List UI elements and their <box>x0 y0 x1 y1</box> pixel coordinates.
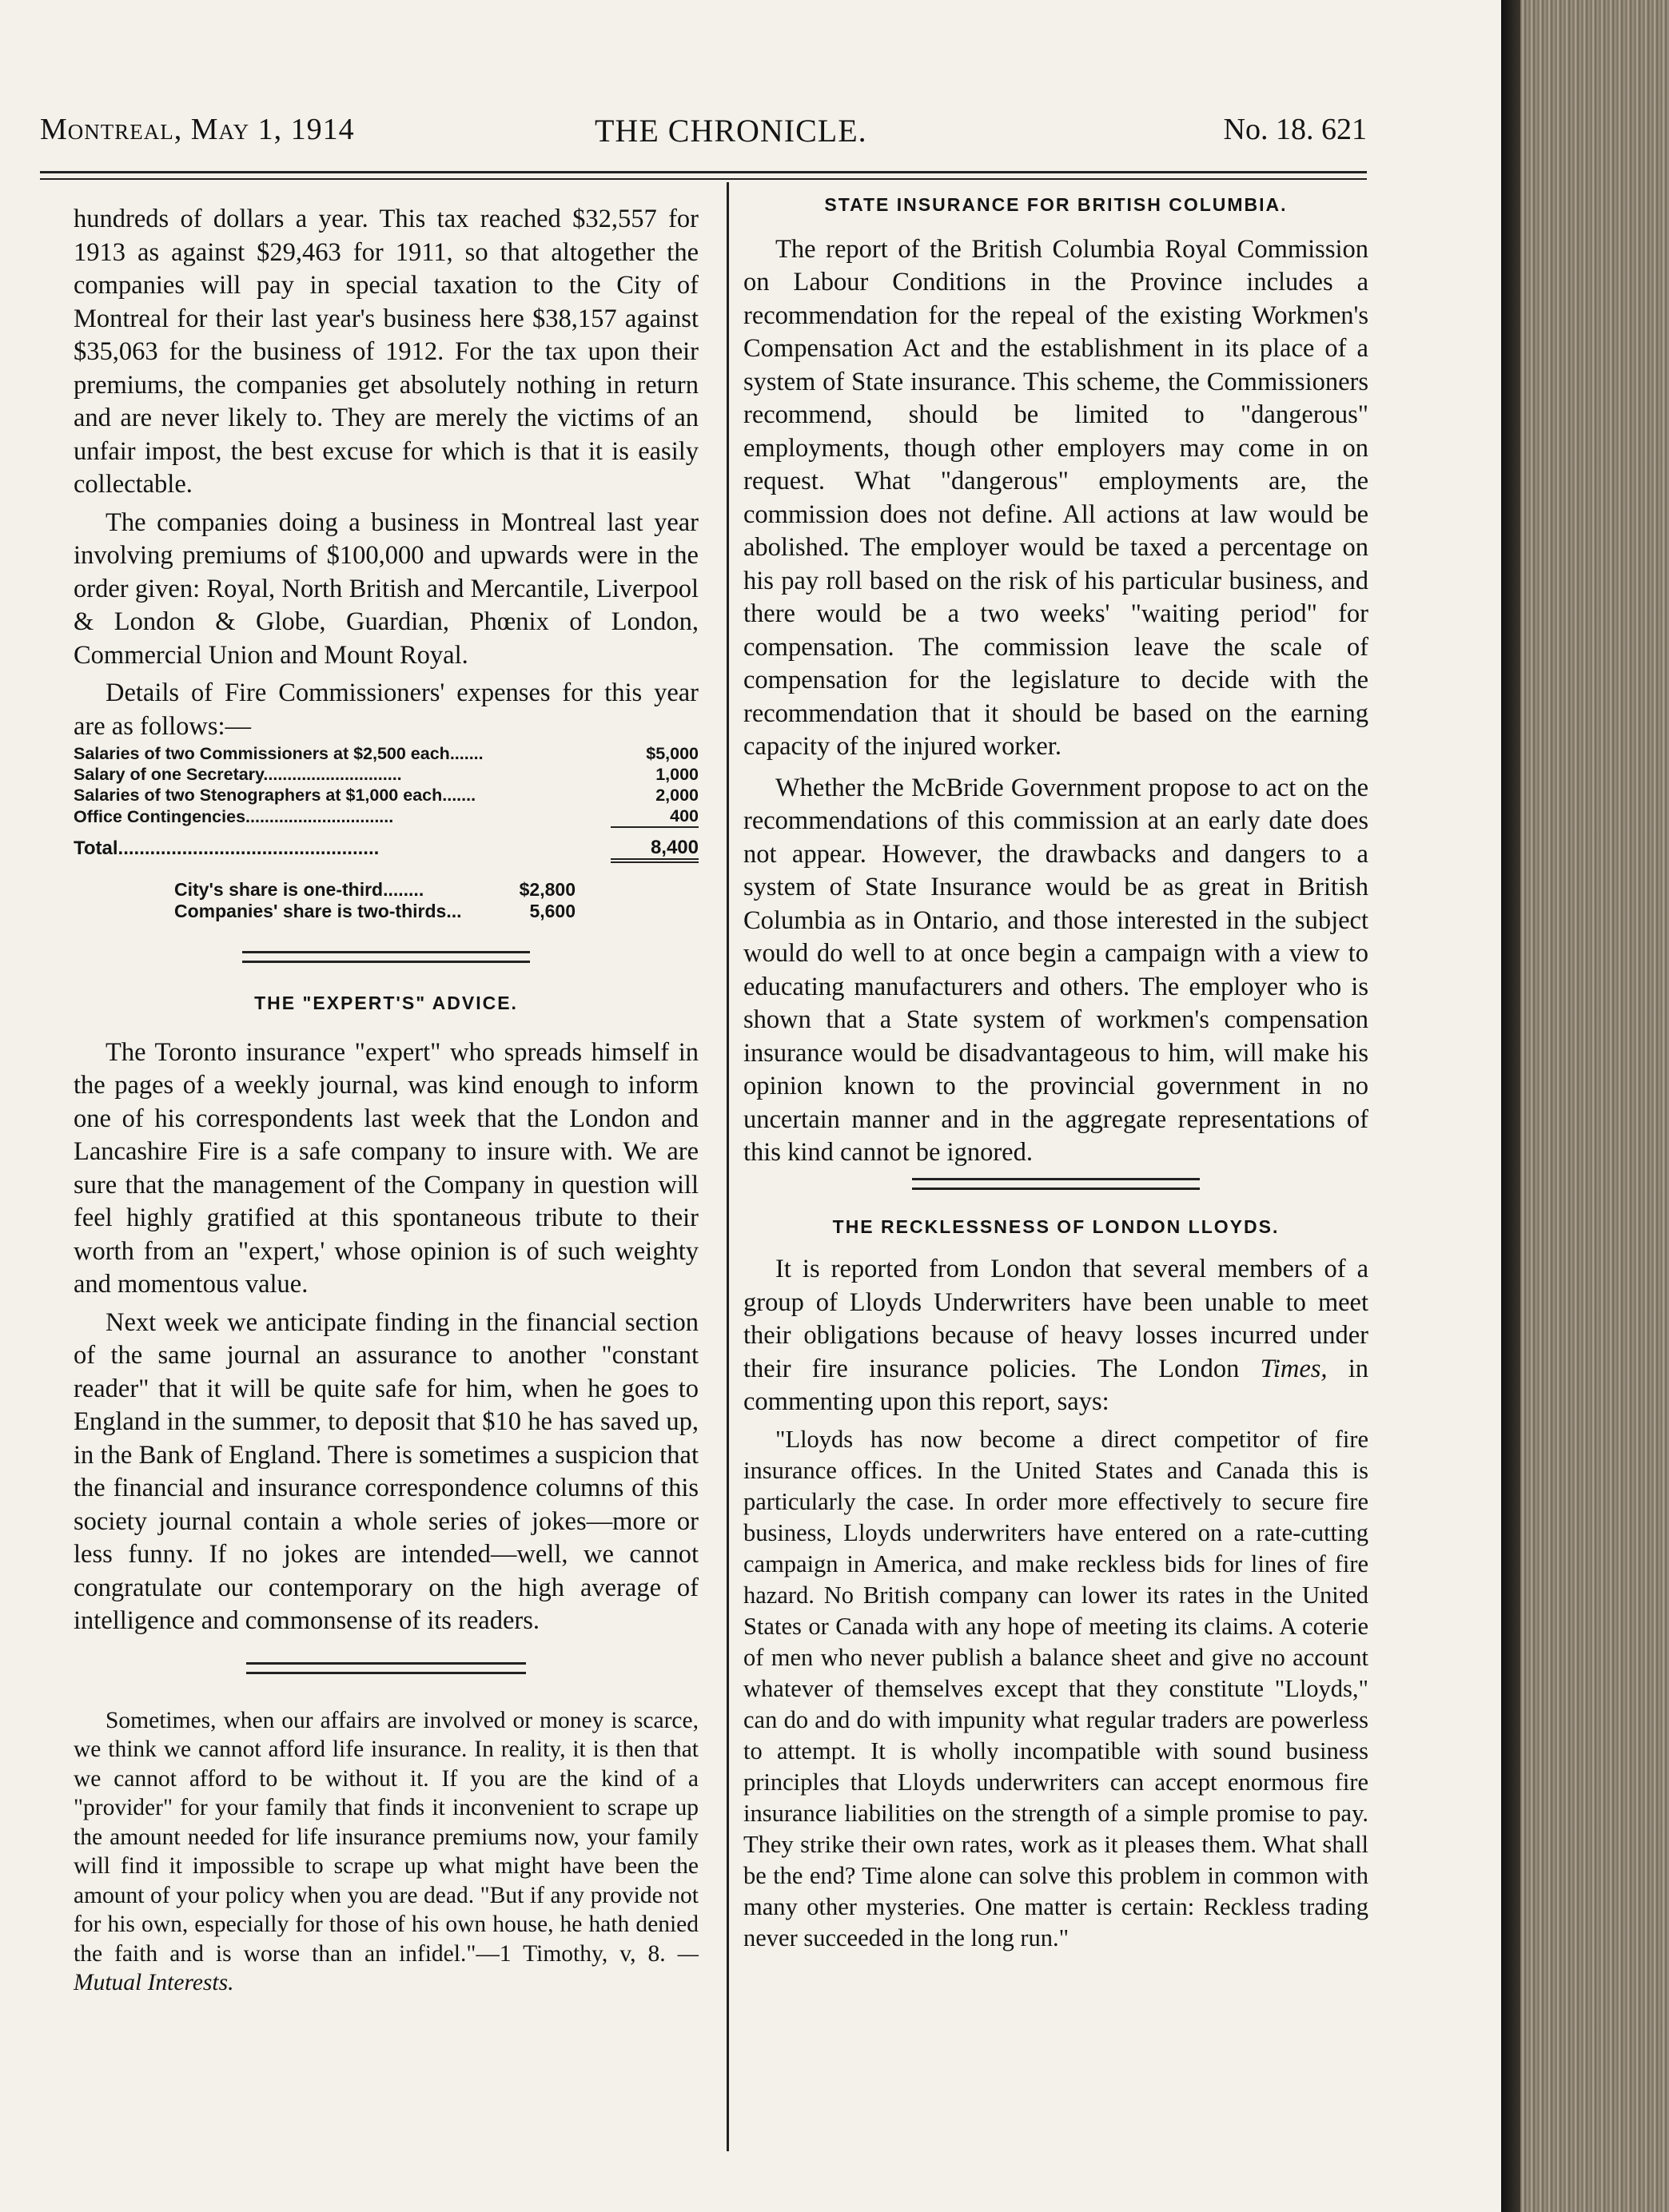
article-paragraph: The report of the British Columbia Royal Commission on Labour Conditions in the Province includes a recommendation for the repeal of the existing Workmen's Compensation Act and the establishment in its place of a system of State insurance. This scheme, the Commissioners recommend, should be limited to "dangerous" employments, though other employers may come in on request. What "dangerous" employments are, the commission does not define. All actions at law would be abolished. The employer would be taxed a percentage on his pay roll based on the risk of his particular business, and there would be a two weeks' "waiting period" for compensation. The commission leave the scale of compensation for the legislature to decide with the recommendation that it should be based on the earning capacity of the injured worker. <box>743 234 1368 761</box>
article-paragraph: Next week we anticipate finding in the financial section of the same journal an assurance to another "constant reader" that it will be quite safe for him, when he goes to England in the summer, to deposit that $10 he has saved up, in the Bank of England. There is sometimes a suspicion that the financial and insurance correspondence columns of this society journal contain a whole series of jokes—more or less funny. If no jokes are intended—well, we cannot congratulate our contemporary on the high average of intelligence and commonsense of its readers. <box>74 1307 699 1635</box>
article-paragraph: Whether the McBride Government propose to act on the recommendations of this commission at an early date does not appear. However, the drawbacks and dangers to a system of State Insurance would be as great in British Columbia as in Ontario, and those interested in the subject would do well to at once begin a campaign with a view to educating manufacturers and others. The employer who is shown that a State system of workmen's compensation insurance would be disadvantageous to him, will make his opinion known to the provincial government in no uncertain manner and in the aggregate representations of this kind cannot be ignored. <box>743 773 1368 1167</box>
table-total-row <box>74 827 699 861</box>
section-divider <box>246 1662 526 1674</box>
section-divider <box>242 951 530 963</box>
share-amount: 5,600 <box>529 901 576 921</box>
total-amount: 8,400 <box>611 827 699 861</box>
filler-paragraph <box>74 1706 699 1998</box>
expenses-table <box>74 743 699 863</box>
expense-label: Salaries of two Stenographers at $1,000 each....... <box>74 786 476 805</box>
header-rule-thin <box>40 178 1367 180</box>
header-issue-page: No. 18. 621 <box>1223 113 1367 146</box>
expense-amount: 2,000 <box>655 786 699 805</box>
expense-amount: 400 <box>611 806 699 827</box>
expense-label: Office Contingencies............................... <box>74 806 394 826</box>
article-paragraph <box>743 1253 1368 1419</box>
header-publication-title: THE CHRONICLE. <box>595 113 867 149</box>
share-row <box>174 901 576 922</box>
header-rule-thick <box>40 171 1367 173</box>
share-label: City's share is one-third........ <box>174 879 424 900</box>
left-column <box>74 203 699 1998</box>
table-row <box>74 743 699 764</box>
header-dateline: Montreal, May 1, 1914 <box>40 113 355 146</box>
share-label: Companies' share is two-thirds... <box>174 901 462 921</box>
filler-text: Sometimes, when our affairs are involved or money is scarce, we think we cannot afford life insurance. In reality, it is then that we cannot afford to be without it. If you are the kind of a "provider" for your family that finds it inconvenient to scrape up the amount needed for life insurance premiums now, your family will find it impossible to scrape up what might have been the amount of your policy when you are dead. "But if any provide not for his own, especially for those of his own house, he hath denied the faith and is worse than an infidel."—1 Timothy, v, 8. <box>74 1707 699 1967</box>
article-paragraph: The companies doing a business in Montreal last year involving premiums of $100,000 and upwards were in the order given: Royal, North British and Mercantile, Liverpool & London & Globe, Guardian, Phœnix of London, Commercial Union and Mount Royal. <box>74 507 699 670</box>
right-column <box>743 189 1368 1954</box>
column-divider <box>727 182 729 2151</box>
shares-block <box>174 879 576 922</box>
lloyds-intro-times: Times, <box>1260 1354 1328 1383</box>
article-paragraph: The Toronto insurance "expert" who spreads himself in the pages of a weekly journal, was kind enough to inform one of his correspondents last week that the London and Lancashire Fire is a safe company to insure with. We are sure that the management of the Company in question will feel highly gratified at this spontaneous tribute to their worth from an "expert,' whose opinion is of such weighty and momentous value. <box>74 1037 699 1299</box>
total-label: Total................................................. <box>74 837 380 859</box>
table-row <box>74 806 699 827</box>
expense-label: Salaries of two Commissioners at $2,500 each....... <box>74 744 484 763</box>
table-row <box>74 785 699 806</box>
expense-amount: $5,000 <box>646 744 699 763</box>
section-divider <box>912 1178 1200 1190</box>
page-header <box>40 112 1367 160</box>
article-quote: "Lloyds has now become a direct competitor of fire insurance offices. In the United States and Canada this is particularly the case. In order more effectively to secure fire business, Lloyds underwriters have entered on a rate-cutting campaign in America, and make reckless bids for lines of fire hazard. No British company can lower its rates in the United States or Canada with any hope of meeting its claims. A coterie of men who never publish a balance sheet and give no account whatever of themselves except that they constitute "Lloyds," can do and do with impunity what regular traders are powerless to attempt. It is wholly incompatible with sound business principles that Lloyds underwriters can accept enormous fire insurance liabilities on the strength of a simple promise to pay. They strike their own rates, work as it pleases them. What shall be the end? Time alone can solve this problem in common with many other mysteries. One matter is certain: Reckless trading never succeeded in the long run." <box>743 1425 1368 1951</box>
section-heading-experts-advice: THE "EXPERT'S" ADVICE. <box>254 993 518 1013</box>
filler-source: —Mutual Interests. <box>74 1940 699 1995</box>
lloyds-intro-tail: in commenting upon this report, says: <box>743 1354 1369 1416</box>
book-page-edge <box>1501 0 1669 2212</box>
expense-amount: 1,000 <box>655 765 699 784</box>
article-paragraph: Details of Fire Commissioners' expenses for this year are as follows:— <box>74 678 699 741</box>
share-amount: $2,800 <box>519 879 576 900</box>
expense-label: Salary of one Secretary............................. <box>74 765 402 784</box>
article-paragraph: hundreds of dollars a year. This tax reached $32,557 for 1913 as against $29,463 for 1911, so that altogether the companies will pay in special taxation to the City of Montreal for their last year's business here $38,157 against $35,063 for the business of 1912. For the tax upon their premiums, the companies get absolutely nothing in return and are never likely to. They are merely the victims of an unfair impost, the best excuse for which is that it is easily collectable. <box>74 205 699 499</box>
share-row <box>174 879 576 901</box>
table-row <box>74 764 699 785</box>
lloyds-intro-text: It is reported from London that several members of a group of Lloyds Underwriters have been unable to meet their obligations because of heavy losses incurred under their fire insurance policies. The London <box>743 1255 1368 1383</box>
section-heading-lloyds: THE RECKLESSNESS OF LONDON LLOYDS. <box>832 1215 1280 1237</box>
section-heading-state-insurance: STATE INSURANCE FOR BRITISH COLUMBIA. <box>824 194 1288 215</box>
